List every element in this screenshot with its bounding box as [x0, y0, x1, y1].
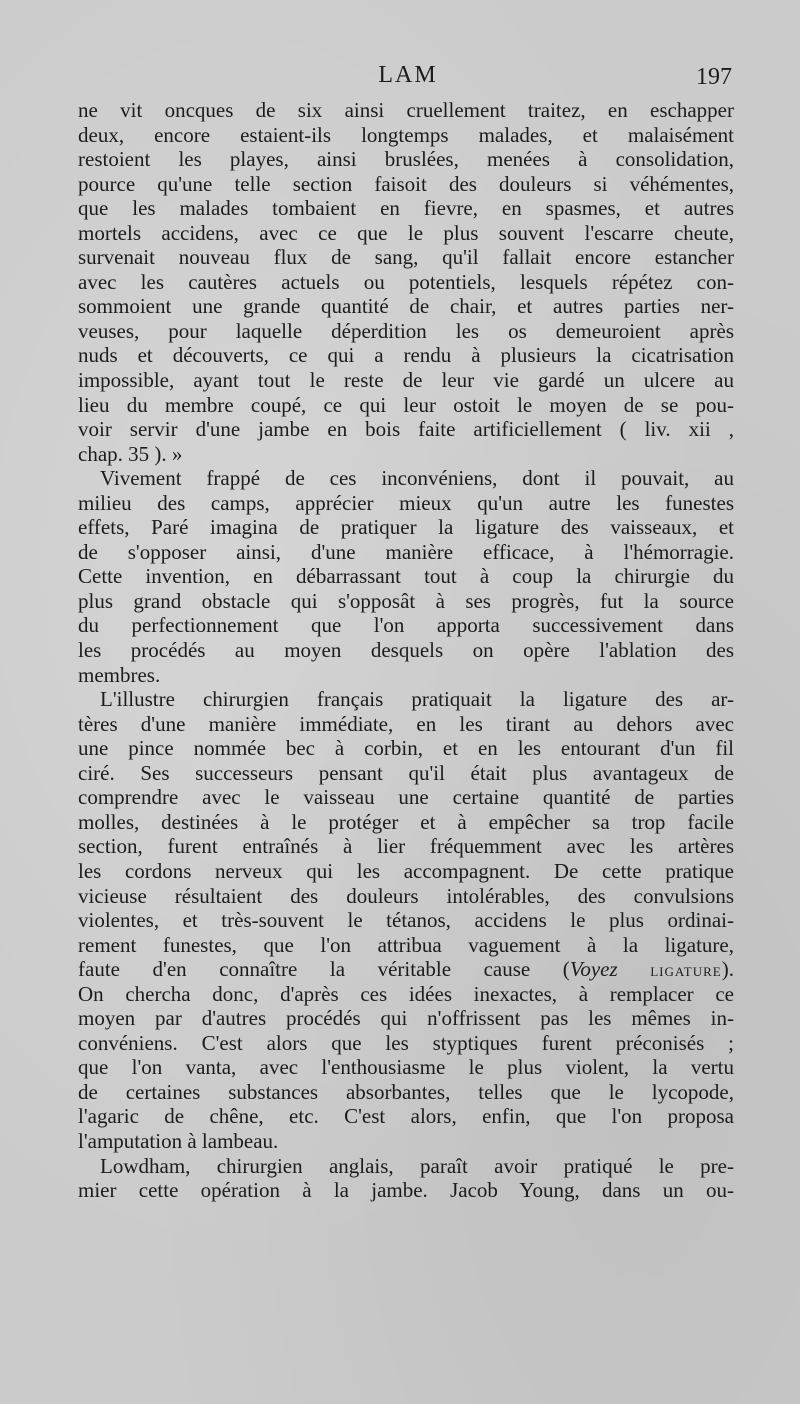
text-line: impossible, ayant tout le reste de leur vie gardé un ulcere au	[78, 368, 734, 393]
body-text	[78, 98, 734, 1203]
text-line: violentes, et très-souvent le tétanos, accidens le plus ordinai-	[78, 908, 734, 933]
text-line: de certaines substances absorbantes, telles que le lycopode,	[78, 1079, 734, 1104]
text-line: une pince nommée bec à corbin, et en les entourant d'un fil	[78, 736, 734, 761]
text-line: du perfectionnement que l'on apporta successivement dans	[78, 613, 734, 638]
page-number: 197	[696, 64, 732, 90]
text-line: survenait nouveau flux de sang, qu'il fallait encore estancher	[78, 245, 734, 270]
text-line: On chercha donc, d'après ces idées inexactes, à remplacer ce	[78, 981, 734, 1006]
text-line: l'amputation à lambeau.	[78, 1128, 279, 1153]
text-line: effets, Paré imagina de pratiquer la ligature des vaisseaux, et	[78, 515, 734, 540]
page-header	[78, 62, 738, 94]
crossref-close: ).	[721, 957, 734, 982]
text-line: veuses, pour laquelle déperdition les os demeuroient après	[78, 318, 734, 343]
text-segment: faute d'en connaître la véritable cause (	[78, 957, 570, 982]
text-line: tères d'une manière immédiate, en les tirant au dehors avec	[78, 711, 734, 736]
text-line: voir servir d'une jambe en bois faite artificiellement ( liv. xii ,	[78, 417, 734, 442]
text-line: Lowdham, chirurgien anglais, paraît avoir pratiqué le pre-	[100, 1153, 734, 1178]
text-line: moyen par d'autres procédés qui n'offrissent pas les mêmes in-	[78, 1006, 734, 1031]
text-line: comprendre avec le vaisseau une certaine quantité de parties	[78, 785, 734, 810]
text-line: sommoient une grande quantité de chair, et autres parties ner-	[78, 294, 734, 319]
text-line: membres.	[78, 662, 161, 687]
text-line: de s'opposer ainsi, d'une manière efficace, à l'hémorragie.	[78, 539, 734, 564]
text-line: les cordons nerveux qui les accompagnent. De cette pratique	[78, 858, 734, 883]
text-line: L'illustre chirurgien français pratiquait la ligature des ar-	[100, 687, 734, 712]
text-line: chap. 35 ). »	[78, 441, 183, 466]
running-head: LAM	[378, 62, 438, 88]
text-line: vicieuse résultaient des douleurs intolérables, des convulsions	[78, 883, 734, 908]
text-line: les procédés au moyen desquels on opère l'ablation des	[78, 638, 734, 663]
text-line-crossref	[78, 957, 734, 982]
text-line: pource qu'une telle section faisoit des douleurs si véhémentes,	[78, 171, 734, 196]
text-line: lieu du membre coupé, ce qui leur ostoit le moyen de se pou-	[78, 392, 734, 417]
crossref-voyez: Voyez	[569, 957, 618, 982]
text-line: restoient les playes, ainsi bruslées, menées à consolidation,	[78, 147, 734, 172]
text-line: que les malades tombaient en fievre, en spasmes, et autres	[78, 196, 734, 221]
text-line: convéniens. C'est alors que les styptiques furent préconisés ;	[78, 1030, 734, 1055]
text-line: section, furent entraînés à lier fréquemment avec les artères	[78, 834, 734, 859]
text-line: Cette invention, en débarrassant tout à coup la chirurgie du	[78, 564, 734, 589]
text-line: plus grand obstacle qui s'opposât à ses progrès, fut la source	[78, 588, 734, 613]
text-line: que l'on vanta, avec l'enthousiasme le plus violent, la vertu	[78, 1055, 734, 1080]
text-line: mier cette opération à la jambe. Jacob Young, dans un ou-	[78, 1178, 734, 1203]
text-line: nuds et découverts, ce qui a rendu à plusieurs la cicatrisation	[78, 343, 734, 368]
text-line: ciré. Ses successeurs pensant qu'il était plus avantageux de	[78, 760, 734, 785]
text-line: l'agaric de chêne, etc. C'est alors, enfin, que l'on proposa	[78, 1104, 734, 1129]
text-line: rement funestes, que l'on attribua vaguement à la ligature,	[78, 932, 734, 957]
text-line: deux, encore estaient-ils longtemps malades, et malaisément	[78, 122, 734, 147]
text-line: avec les cautères actuels ou potentiels, lesquels répétez con-	[78, 269, 734, 294]
text-line: mortels accidens, avec ce que le plus souvent l'escarre cheute,	[78, 220, 734, 245]
crossref-target: ligature	[650, 960, 722, 981]
text-line: milieu des camps, apprécier mieux qu'un autre les funestes	[78, 490, 734, 515]
text-line: ne vit oncques de six ainsi cruellement traitez, en eschapper	[78, 98, 734, 122]
text-line: molles, destinées à le protéger et à empêcher sa trop facile	[78, 809, 734, 834]
text-line: Vivement frappé de ces inconvéniens, dont il pouvait, au	[100, 466, 734, 491]
